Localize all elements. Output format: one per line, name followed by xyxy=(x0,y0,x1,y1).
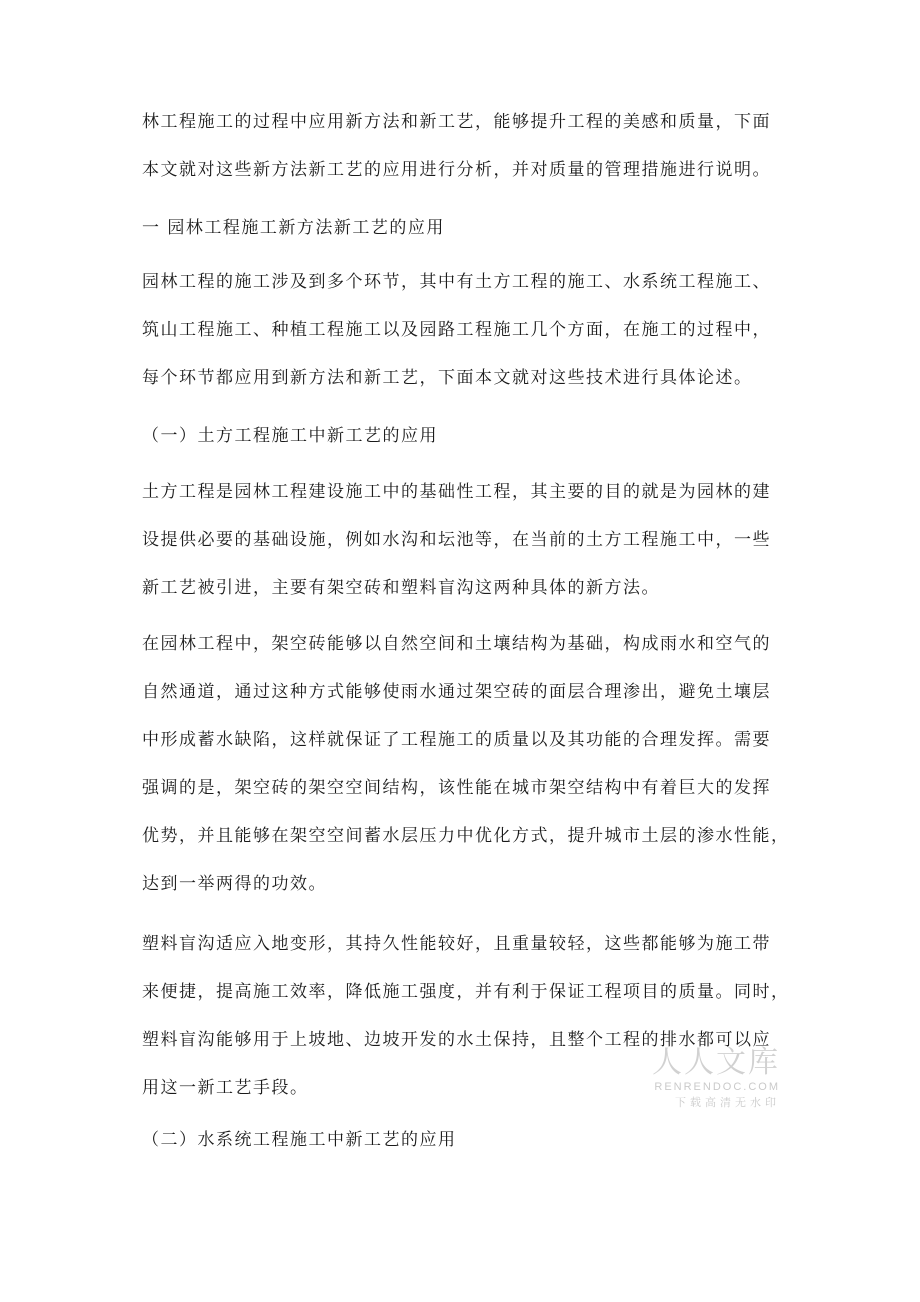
text-line: 塑料盲沟适应入地变形，其持久性能较好，且重量较轻，这些都能够为施工带 xyxy=(142,934,771,954)
text-line: 优势，并且能够在架空空间蓄水层压力中优化方式，提升城市土层的渗水性能， xyxy=(142,826,790,846)
text-line: 塑料盲沟能够用于上坡地、边坡开发的水土保持，且整个工程的排水都可以应 xyxy=(142,1030,771,1050)
watermark-subtitle: 下载高清无水印 xyxy=(675,1096,780,1109)
text-line: 新工艺被引进，主要有架空砖和塑料盲沟这两种具体的新方法。 xyxy=(142,578,660,598)
text-line: 用这一新工艺手段。 xyxy=(142,1078,309,1098)
text-line: 自然通道，通过这种方式能够使雨水通过架空砖的面层合理渗出，避免土壤层 xyxy=(142,682,771,702)
text-line: 土方工程是园林工程建设施工中的基础性工程，其主要的目的就是为园林的建 xyxy=(142,482,771,502)
watermark-url: RENRENDOC.COM xyxy=(654,1081,780,1093)
subsection-heading-1: （一）土方工程施工中新工艺的应用 xyxy=(142,426,438,446)
paragraph-intro xyxy=(142,98,782,194)
text-line: 筑山工程施工、种植工程施工以及园路工程施工几个方面，在施工的过程中， xyxy=(142,320,771,340)
watermark-logo: 人人文库 xyxy=(652,1045,780,1080)
paragraph-overview xyxy=(142,258,782,402)
paragraph-overhead-brick xyxy=(142,620,790,908)
text-line: 设提供必要的基础设施，例如水沟和坛池等，在当前的土方工程施工中，一些 xyxy=(142,530,771,550)
text-line: 每个环节都应用到新方法和新工艺，下面本文就对这些技术进行具体论述。 xyxy=(142,368,753,388)
text-line: 本文就对这些新方法新工艺的应用进行分析，并对质量的管理措施进行说明。 xyxy=(142,160,771,180)
paragraph-earthwork xyxy=(142,468,782,612)
text-line: 达到一举两得的功效。 xyxy=(142,874,327,894)
text-line: 林工程施工的过程中应用新方法和新工艺，能够提升工程的美感和质量，下面 xyxy=(142,112,771,132)
text-line: 中形成蓄水缺陷，这样就保证了工程施工的质量以及其功能的合理发挥。需要 xyxy=(142,730,771,750)
subsection-heading-2: （二）水系统工程施工中新工艺的应用 xyxy=(142,1130,457,1150)
text-line: 在园林工程中，架空砖能够以自然空间和土壤结构为基础，构成雨水和空气的 xyxy=(142,634,771,654)
section-heading-1: 一 园林工程施工新方法新工艺的应用 xyxy=(142,218,445,238)
text-line: 强调的是，架空砖的架空空间结构，该性能在城市架空结构中有着巨大的发挥 xyxy=(142,778,771,798)
paragraph-plastic-drain xyxy=(142,920,790,1112)
text-line: 园林工程的施工涉及到多个环节，其中有土方工程的施工、水系统工程施工、 xyxy=(142,272,771,292)
text-line: 来便捷，提高施工效率，降低施工强度，并有利于保证工程项目的质量。同时， xyxy=(142,982,790,1002)
